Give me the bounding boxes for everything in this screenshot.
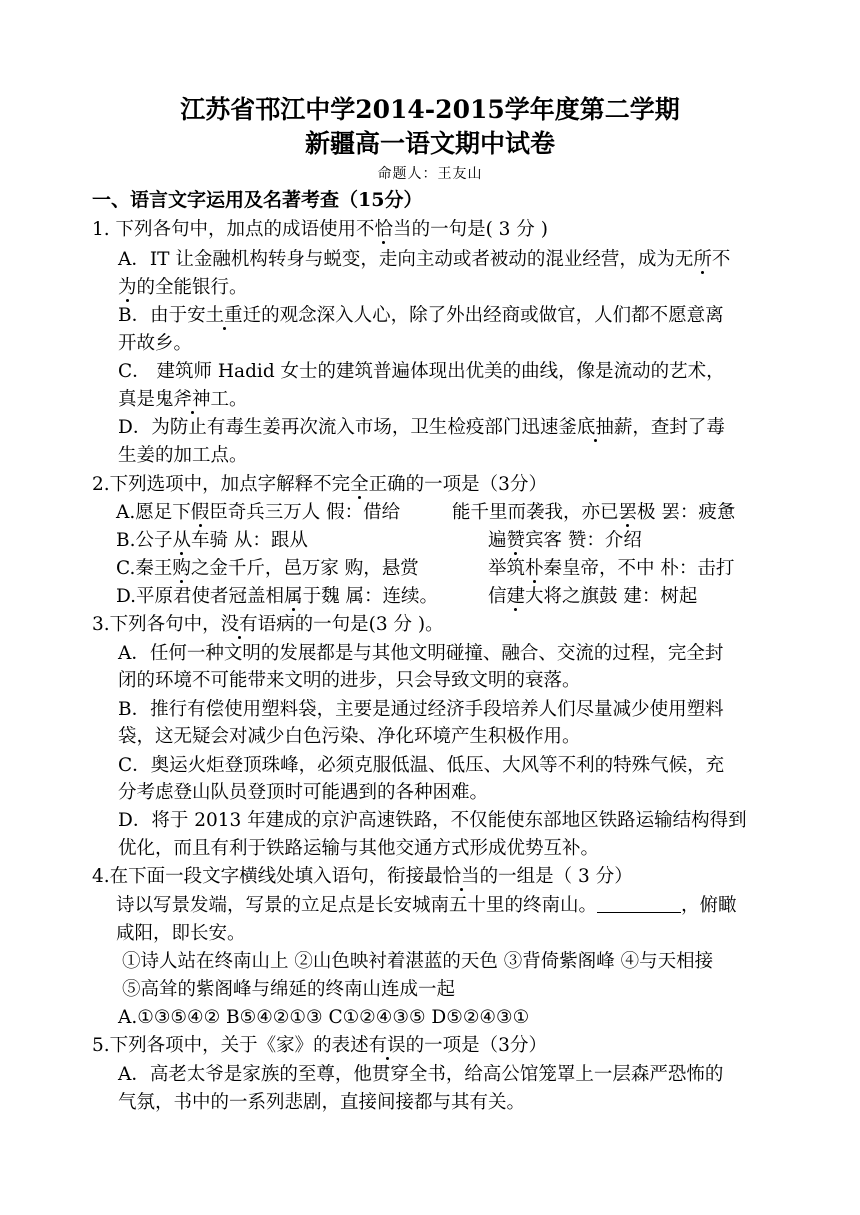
q2-row-c-right: 举筑朴秦皇帝，不中 朴：击打: [488, 558, 735, 579]
q2-row-c-left: C.秦王购之金千斤，邑万家 购，悬赏: [116, 558, 419, 579]
q1-option-d: D．为防止有毒生姜再次流入市场，卫生检疫部门迅速釜底抽薪，查封了毒: [118, 417, 725, 438]
q1-c-dotted: 鬼斧神工: [155, 389, 230, 410]
q1-option-b: B．由于安土重迁的观念深入人心，除了外出经商或做官，人们都不愿意离: [118, 305, 724, 326]
q2-row-b-left: B.公子从车骑 从：跟从: [116, 530, 308, 551]
q1-a-dotted: 无所不: [674, 249, 731, 270]
q4-stem: 4.在下面一段文字横线处填入语句，衔接最恰当的一组是（ 3 分）: [92, 866, 633, 887]
q5-option-a-cont: 气氛，书中的一系列悲剧，直接间接都与其有关。: [118, 1092, 526, 1113]
q3-option-c: C．奥运火炬登顶珠峰，必须克服低温、低压、大风等不利的特殊气候，充: [118, 755, 725, 776]
q3-option-b-cont: 袋，这无疑会对减少白色污染、净化环境产生积极作用。: [118, 726, 581, 747]
q5-stem: 5.下列各项中，关于《家》的表述有误的一项是（3分）: [92, 1035, 547, 1056]
q1-stem-emphasis: 不恰当: [356, 219, 412, 240]
q4-options-line2: ⑤高耸的紫阁峰与绵延的终南山连成一起: [122, 979, 456, 1000]
q1-option-d-cont: 生姜的加工点。: [118, 445, 248, 466]
q3-stem: 3.下列各句中，没有语病的一句是(3 分 )。: [92, 614, 444, 635]
q5-option-a: A．高老太爷是家族的至尊，他贯穿全书，给高公馆笼罩上一层森严恐怖的: [118, 1064, 724, 1085]
q3-option-c-cont: 分考虑登山队员登顶时可能遇到的各种困难。: [118, 782, 489, 803]
q5-stem-emphasis: 有误: [368, 1035, 406, 1056]
q4-answer-blank[interactable]: [597, 894, 681, 913]
q1-option-a-cont: 为的全能银行。: [118, 277, 248, 298]
q1-b-dotted: 安土重迁: [187, 305, 262, 326]
q3-option-d: D．将于 2013 年建成的京沪高速铁路，不仅能使东部地区铁路运输结构得到: [118, 810, 747, 831]
q2-stem-emphasis: 不完全正确: [313, 474, 406, 495]
q2-stem: 2.下列选项中，加点字解释不完全正确的一项是（3分）: [92, 474, 547, 495]
exam-title-line1: 江苏省邗江中学2014-2015学年度第二学期: [180, 95, 680, 124]
section-heading: 一、语言文字运用及名著考查（15分）: [92, 189, 423, 211]
q4-options-line1: ①诗人站在终南山上 ②山色映衬着湛蓝的天色 ③背倚紫阁峰 ④与天相接: [122, 951, 714, 972]
q1-option-b-cont: 开故乡。: [118, 333, 193, 354]
exam-author: 命题人：王友山: [377, 166, 483, 182]
q2-row-d-right: 信建大将之旗鼓 建：树起: [488, 586, 698, 607]
q4-choices: A.①③⑤④② B⑤④②①③ C①②④③⑤ D⑤②④③①: [118, 1007, 530, 1028]
q1-option-a: A．IT 让金融机构转身与蜕变，走向主动或者被动的混业经营，成为无所不: [118, 249, 731, 270]
exam-title-line2: 新疆高一语文期中试卷: [304, 129, 555, 158]
q2-row-a-right: 能千里而袭我，亦已罢极 罢：疲惫: [452, 502, 736, 523]
q1-option-c-cont: 真是鬼斧神工。: [118, 389, 248, 410]
q3-option-a-cont: 闭的环境不可能带来文明的进步，只会导致文明的衰落。: [118, 670, 581, 691]
q2-row-a-left: A.愿足下假臣奇兵三万人 假：借给: [116, 502, 401, 523]
q3-option-b: B．推行有偿使用塑料袋，主要是通过经济手段培养人们尽量减少使用塑料: [118, 699, 724, 720]
q1-d-dotted: 釜底抽薪: [558, 417, 633, 438]
q3-stem-emphasis: 没有: [220, 614, 258, 635]
q1-stem: 1. 下列各句中，加点的成语使用不恰当的一句是( 3 分 ): [92, 219, 548, 240]
q2-row-d-left: D.平原君使者冠盖相属于魏 属：连续。: [116, 586, 438, 607]
q3-option-d-cont: 优化，而且有利于铁路运输与其他交通方式形成优势互补。: [118, 838, 600, 859]
q3-option-a: A．任何一种文明的发展都是与其他文明碰撞、融合、交流的过程，完全封: [118, 643, 724, 664]
q4-passage-cont: 咸阳，即长安。: [116, 923, 246, 944]
q2-row-b-right: 遍赞宾客 赞：介绍: [488, 530, 642, 551]
q4-passage: 诗以写景发端，写景的立足点是长安城南五十里的终南山。 ，俯瞰: [116, 895, 737, 916]
q4-stem-emphasis: 恰当: [442, 866, 480, 887]
q1-option-c: C． 建筑师 Hadid 女士的建筑普遍体现出优美的曲线，像是流动的艺术，: [118, 361, 725, 382]
